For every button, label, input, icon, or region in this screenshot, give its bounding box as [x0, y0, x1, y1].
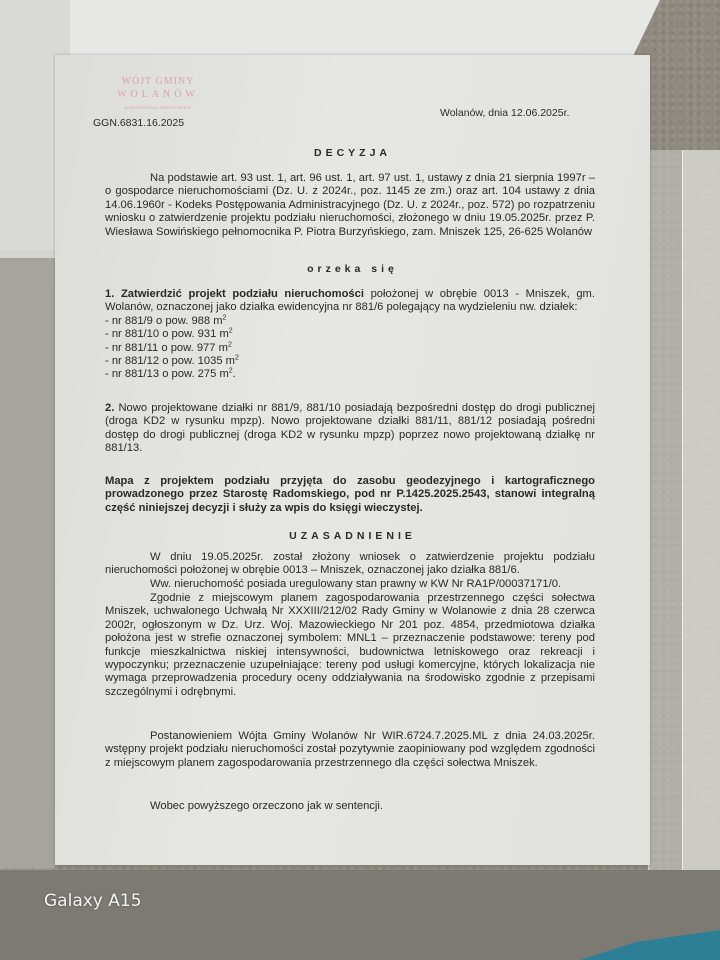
decision-document: [55, 55, 650, 865]
camera-watermark: Galaxy A15: [44, 891, 142, 911]
background-paper-top: [0, 0, 660, 55]
municipality-logo-stamp: [83, 75, 233, 115]
point-2-lead: 2.: [105, 402, 115, 414]
plastic-sleeve-right-edge: [682, 150, 720, 870]
justification-title: UZASADNIENIE: [289, 530, 416, 542]
plot-item: - nr 881/12 o pow. 1035 $m^2$: [105, 354, 239, 368]
carpet-background: [0, 870, 720, 960]
point-1: [105, 288, 595, 382]
justification-paragraph-1: W dniu 19.05.2025r. został złożony wniosek o zatwierdzenie projektu podziału nieruchomości położonej w obrębie 0013 – Mniszek, oznaczonej jako działka 881/6.: [105, 551, 595, 577]
rules-heading: orzeka się: [307, 263, 398, 275]
plastic-sleeve-left: [0, 250, 55, 870]
plot-item: - nr 881/10 o pow. 931 $m^2$: [105, 327, 233, 341]
logo-line-1: WÓJT GMINY: [121, 76, 195, 87]
plot-item: - nr 881/13 o pow. 275 $m^2$.: [105, 367, 236, 381]
place-and-date: Wolanów, dnia 12.06.2025r.: [440, 107, 570, 119]
logo-line-3: województwo mazowieckie: [124, 105, 192, 111]
justification-paragraph-2: Ww. nieruchomość posiada uregulowany stan prawny w KW Nr RA1P/00037171/0.: [150, 578, 562, 590]
logo-line-2: WOLANÓW: [117, 89, 199, 101]
justification-paragraph-5: Wobec powyższego orzeczono jak w sentencji.: [150, 800, 383, 812]
case-number: GGN.6831.16.2025: [93, 117, 185, 129]
point-1-lead: 1. Zatwierdzić projekt podziału nieruchomości: [105, 288, 364, 300]
plot-item: - nr 881/11 o pow. 977 $m^2$: [105, 340, 232, 354]
justification-paragraph-4: Postanowieniem Wójta Gminy Wolanów Nr WIR.6724.7.2025.ML z dnia 24.03.2025r. wstępny projekt podziału nieruchomości został pozytywnie zaopiniowany pod względem zgodności z miejscowym planem zagospodarowania przestrzennego dla części sołectwa Mniszek.: [105, 730, 595, 769]
point-1-text: położonej w obrębie 0013 - Mniszek, gm. Wolanów, oznaczonej jako działka ewidencyjna nr 881/6 polegający na wydzieleniu nw. działek:: [105, 288, 595, 314]
decision-title: DECYZJA: [313, 147, 391, 159]
point-2: [105, 402, 595, 456]
justification-paragraph-3: Zgodnie z miejscowym planem zagospodarowania przestrzennego części sołectwa Mniszek, uchwalonego Uchwałą Nr XXXIII/212/02 Rady Gminy w Wolanowie z dnia 28 czerwca 2002r, ogłoszonym w Dz. Urz. Woj. Mazowieckiego Nr 201 poz. 4854, przedmiotowa działka położona jest w strefie oznaczonej symbolem: MNL1 – przeznaczenie podstawowe: tereny pod funkcje mieszkalnictwa niskiej intensywności, budownictwa letniskowego oraz rekreacji i wypoczynku; przeznaczenie uzupełniające: tereny pod usługi komercyjne, których lokalizacja nie wymaga przeprowadzenia procedury oceny oddziaływania na środowisko zgodnie z przepisami szczególnymi i odrębnymi.: [105, 592, 595, 698]
point-2-text: Nowo projektowane działki nr 881/9, 881/10 posiadają bezpośredni dostęp do drogi publicznej (droga KD2 w rysunku mpzp). Nowo projektowane działki 881/11, 881/12 posiadają pośredni dostęp do drogi publicznej (droga KD2 w rysunku mpzp) poprzez nowo projektowaną działkę nr 881/13.: [105, 402, 595, 455]
legal-basis-paragraph: Na podstawie art. 93 ust. 1, art. 96 ust. 1, art. 97 ust. 1, ustawy z dnia 21 sierpnia 1997r – o gospodarce nieruchomościami (Dz. U. z 2024r., poz. 1145 ze zm.) oraz art. 104 ustawy z dnia 14.06.1960r - Kodeks Postępowania Administracyjnego (Dz. U. z 2024r., poz. 572) po rozpatrzeniu wniosku o zatwierdzenie projektu podziału nieruchomości, złożonego w dniu 19.05.2025r. przez P. Wiesława Sowińskiego pełnomocnika P. Piotra Burzyńskiego, zam. Mniszek 125, 26-625 Wolanów: [105, 172, 595, 238]
plot-item: - nr 881/9 o pow. 988 $m^2$: [105, 314, 227, 327]
map-note: Mapa z projektem podziału przyjęta do zasobu geodezyjnego i kartograficznego prowadzonego przez Starostę Radomskiego, pod nr P.1425.2025.2543, stanowi integralną część niniejszej decyzji i służy za wpis do księgi wieczystej.: [105, 475, 595, 514]
